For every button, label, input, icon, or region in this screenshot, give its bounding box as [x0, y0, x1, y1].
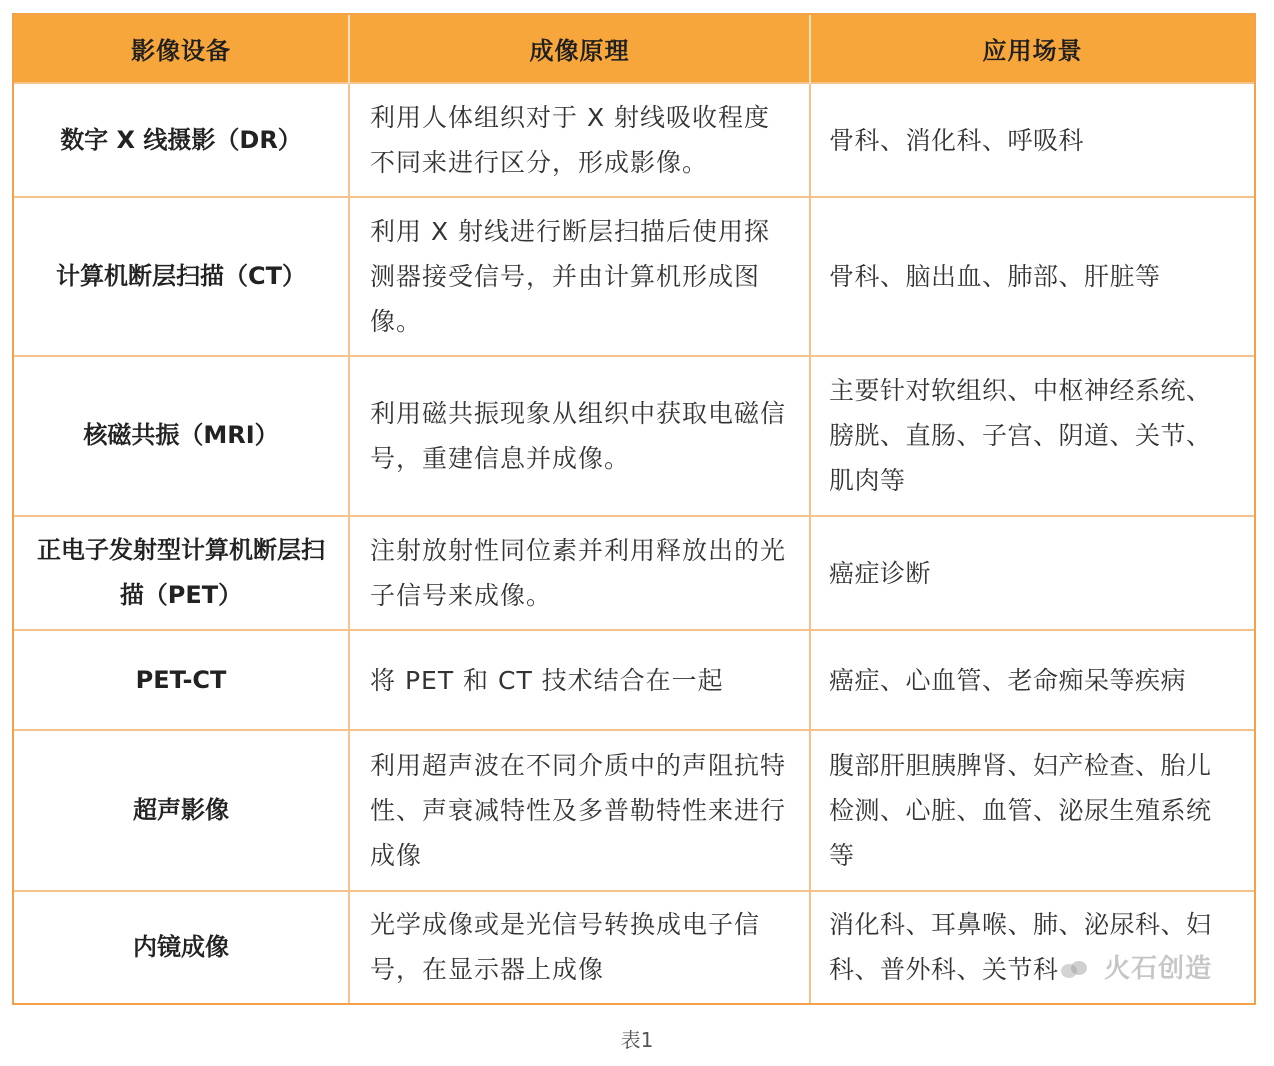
- scene-cell: 骨科、消化科、呼吸科: [810, 83, 1254, 197]
- table-header-row: [14, 15, 1254, 83]
- table-caption: 表1: [620, 1028, 654, 1052]
- scene-cell: 癌症诊断: [810, 516, 1254, 630]
- imaging-devices-table-container: [12, 13, 1256, 1005]
- principle-cell: 利用人体组织对于 X 射线吸收程度不同来进行区分，形成影像。: [349, 83, 810, 197]
- imaging-devices-table: [14, 15, 1254, 1003]
- scene-cell: 腹部肝胆胰脾肾、妇产检查、胎儿检测、心脏、血管、泌尿生殖系统等: [810, 730, 1254, 890]
- device-cell: 超声影像: [14, 730, 349, 890]
- principle-cell: 利用 X 射线进行断层扫描后使用探测器接受信号，并由计算机形成图像。: [349, 197, 810, 355]
- scene-cell: 消化科、耳鼻喉、肺、泌尿科、妇科、普外科、关节科: [810, 891, 1254, 1003]
- header-scene: 应用场景: [810, 15, 1254, 83]
- scene-cell: 骨科、脑出血、肺部、肝脏等: [810, 197, 1254, 355]
- table-row: [14, 630, 1254, 730]
- device-cell: 内镜成像: [14, 891, 349, 1003]
- table-row: [14, 891, 1254, 1003]
- table-row: [14, 83, 1254, 197]
- scene-cell: 癌症、心血管、老命痴呆等疾病: [810, 630, 1254, 730]
- table-row: [14, 516, 1254, 630]
- device-cell: 核磁共振（MRI）: [14, 356, 349, 516]
- watermark: [1060, 948, 1212, 985]
- watermark-logo-icon: [1060, 959, 1088, 981]
- device-cell: PET-CT: [14, 630, 349, 730]
- header-device: 影像设备: [14, 15, 349, 83]
- device-cell: 数字 X 线摄影（DR）: [14, 83, 349, 197]
- principle-cell: 将 PET 和 CT 技术结合在一起: [349, 630, 810, 730]
- principle-cell: 利用磁共振现象从组织中获取电磁信号，重建信息并成像。: [349, 356, 810, 516]
- principle-cell: 利用超声波在不同介质中的声阻抗特性、声衰减特性及多普勒特性来进行成像: [349, 730, 810, 890]
- watermark-text: 火石创造: [1104, 954, 1213, 984]
- principle-cell: 光学成像或是光信号转换成电子信号，在显示器上成像: [349, 891, 810, 1003]
- table-row: [14, 730, 1254, 890]
- table-row: [14, 356, 1254, 516]
- device-cell: 正电子发射型计算机断层扫描（PET）: [14, 516, 349, 630]
- principle-cell: 注射放射性同位素并利用释放出的光子信号来成像。: [349, 516, 810, 630]
- header-principle: 成像原理: [349, 15, 810, 83]
- scene-cell: 主要针对软组织、中枢神经系统、膀胱、直肠、子宫、阴道、关节、肌肉等: [810, 356, 1254, 516]
- table-row: [14, 197, 1254, 355]
- device-cell: 计算机断层扫描（CT）: [14, 197, 349, 355]
